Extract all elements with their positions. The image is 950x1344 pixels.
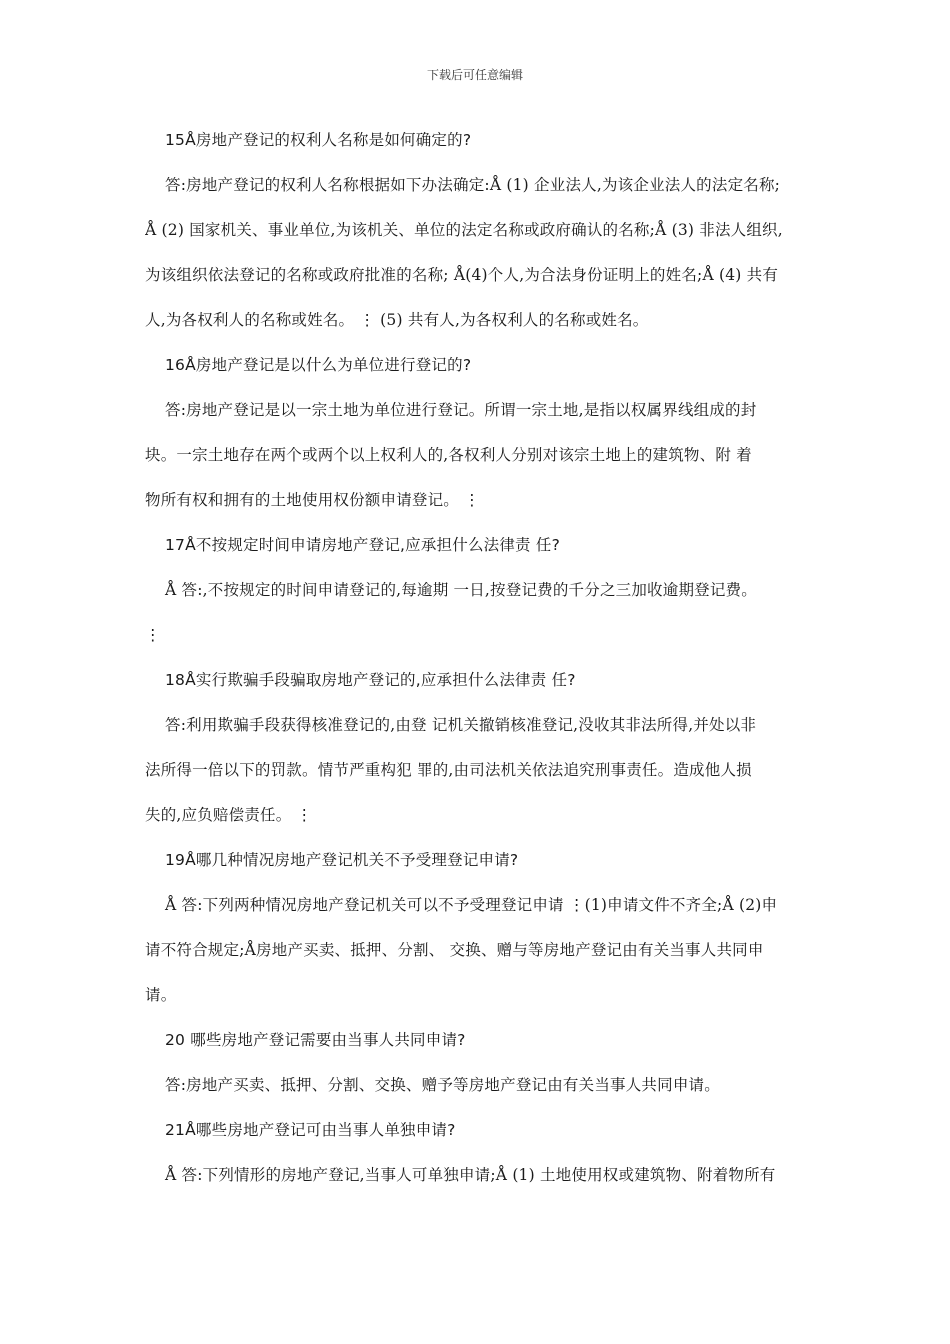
- answer-17-line-2: ⋮: [145, 626, 161, 644]
- question-17: 17Å不按规定时间申请房地产登记,应承担什么法律责 任?: [165, 536, 561, 554]
- answer-15-line-2: Å (2) 国家机关、事业单位,为该机关、单位的法定名称或政府确认的名称;Å (3) 非法人组织,: [145, 221, 783, 239]
- answer-19-line-3: 请。: [145, 986, 177, 1004]
- question-15: 15Å房地产登记的权利人名称是如何确定的?: [165, 131, 472, 149]
- answer-21-line-1: Å 答:下列情形的房地产登记,当事人可单独申请;Å (1) 土地使用权或建筑物、附着物所有: [165, 1166, 776, 1184]
- page-header: 下载后可任意编辑: [426, 68, 523, 82]
- answer-18-line-1: 答:利用欺骗手段获得核准登记的,由登 记机关撤销核准登记,没收其非法所得,并处以非: [165, 716, 757, 734]
- answer-16-line-2: 块。一宗土地存在两个或两个以上权利人的,各权利人分别对该宗土地上的建筑物、附 着: [145, 446, 752, 464]
- question-18: 18Å实行欺骗手段骗取房地产登记的,应承担什么法律责 任?: [165, 671, 576, 689]
- question-20: 20 哪些房地产登记需要由当事人共同申请?: [165, 1031, 466, 1049]
- answer-18-line-3: 失的,应负赔偿责任。 ⋮: [145, 806, 313, 824]
- answer-18-line-2: 法所得一倍以下的罚款。情节严重构犯 罪的,由司法机关依法追究刑事责任。造成他人损: [145, 761, 752, 779]
- answer-15-line-1: 答:房地产登记的权利人名称根据如下办法确定:Å (1) 企业法人,为该企业法人的法定名称;: [165, 176, 781, 194]
- question-21: 21Å哪些房地产登记可由当事人单独申请?: [165, 1121, 456, 1139]
- answer-15-line-3: 为该组织依法登记的名称或政府批准的名称; Å(4)个人,为合法身份证明上的姓名;Å (4) 共有: [145, 266, 779, 284]
- document-body: [145, 118, 807, 1198]
- answer-16-line-1: 答:房地产登记是以一宗土地为单位进行登记。所谓一宗土地,是指以权属界线组成的封: [165, 401, 757, 419]
- answer-16-line-3: 物所有权和拥有的土地使用权份额申请登记。 ⋮: [145, 491, 480, 509]
- answer-19-line-1: Å 答:下列两种情况房地产登记机关可以不予受理登记申请 ⋮(1)申请文件不齐全;Å (2)申: [165, 896, 778, 914]
- answer-19-line-2: 请不符合规定;Å房地产买卖、抵押、分割、 交换、赠与等房地产登记由有关当事人共同申: [145, 941, 764, 959]
- question-19: 19Å哪几种情况房地产登记机关不予受理登记申请?: [165, 851, 519, 869]
- answer-15-line-4: 人,为各权利人的名称或姓名。 ⋮ (5) 共有人,为各权利人的名称或姓名。: [145, 311, 649, 329]
- question-16: 16Å房地产登记是以什么为单位进行登记的?: [165, 356, 472, 374]
- answer-17-line-1: Å 答:,不按规定的时间申请登记的,每逾期 一日,按登记费的千分之三加收逾期登记费。: [165, 581, 757, 599]
- answer-20-line-1: 答:房地产买卖、抵押、分割、交换、赠予等房地产登记由有关当事人共同申请。: [165, 1076, 720, 1094]
